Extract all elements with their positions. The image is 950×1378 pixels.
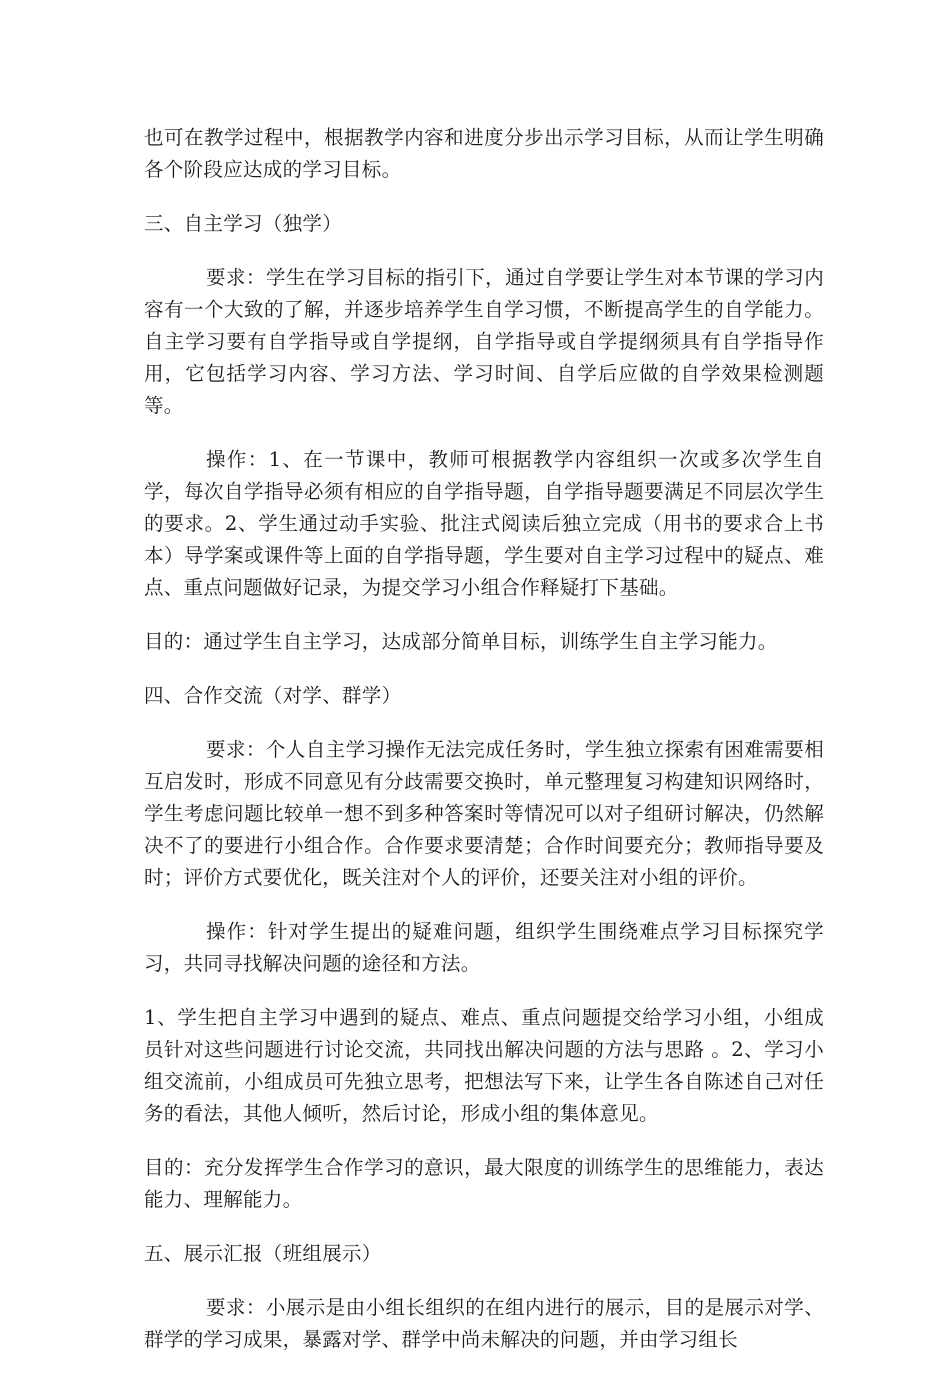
paragraph-3-goal: 目的：通过学生自主学习，达成部分简单目标，训练学生自主学习能力。	[144, 630, 778, 653]
document-body	[144, 122, 824, 1378]
section-heading-4: 四、合作交流（对学、群学）	[144, 684, 402, 707]
paragraph-intro: 也可在教学过程中，根据教学内容和进度分步出示学习目标，从而让学生明确各个阶段应达成的学习目标。	[144, 126, 824, 181]
paragraph-4-goal: 目的：充分发挥学生合作学习的意识，最大限度的训练学生的思维能力，表达能力、理解能力。	[144, 1156, 824, 1211]
section-heading-3: 三、自主学习（独学）	[144, 212, 343, 235]
paragraph-4-steps: 1、学生把自主学习中遇到的疑点、难点、重点问题提交给学习小组，小组成员针对这些问题进行讨论交流，共同找出解决问题的方法与思路 。2、学习小组交流前，小组成员可先独立思考，把想法写下来，让学生各自陈述自己对任务的看法，其他人倾听，然后讨论，形成小组的集体意见。	[144, 1006, 824, 1125]
paragraph-4-requirement: 要求：个人自主学习操作无法完成任务时，学生独立探索有困难需要相互启发时，形成不同意见有分歧需要交换时，单元整理复习构建知识网络时，学生考虑问题比较单一想不到多种答案时等情况可以对子组研讨解决，仍然解决不了的要进行小组合作。合作要求要清楚；合作时间要充分；教师指导要及时；评价方式要优化，既关注对个人的评价，还要关注对小组的评价。	[144, 738, 824, 889]
paragraph-5-requirement: 要求：小展示是由小组长组织的在组内进行的展示，目的是展示对学、群学的学习成果，暴露对学、群学中尚未解决的问题，并由学习组长	[144, 1296, 824, 1351]
paragraph-4-operation: 操作：针对学生提出的疑难问题，组织学生围绕难点学习目标探究学习，共同寻找解决问题的途径和方法。	[144, 920, 824, 975]
paragraph-3-operation: 操作：1、在一节课中，教师可根据教学内容组织一次或多次学生自学，每次自学指导必须有相应的自学指导题，自学指导题要满足不同层次学生的要求。2、学生通过动手实验、批注式阅读后独立完成（用书的要求合上书本）导学案或课件等上面的自学指导题，学生要对自主学习过程中的疑点、难点、重点问题做好记录，为提交学习小组合作释疑打下基础。	[144, 448, 824, 599]
paragraph-3-requirement: 要求：学生在学习目标的指引下，通过自学要让学生对本节课的学习内容有一个大致的了解，并逐步培养学生自学习惯，不断提高学生的自学能力。自主学习要有自学指导或自学提纲，自学指导或自学提纲须具有自学指导作用，它包括学习内容、学习方法、学习时间、自学后应做的自学效果检测题等。	[144, 266, 824, 417]
section-heading-5: 五、展示汇报（班组展示）	[144, 1242, 382, 1265]
